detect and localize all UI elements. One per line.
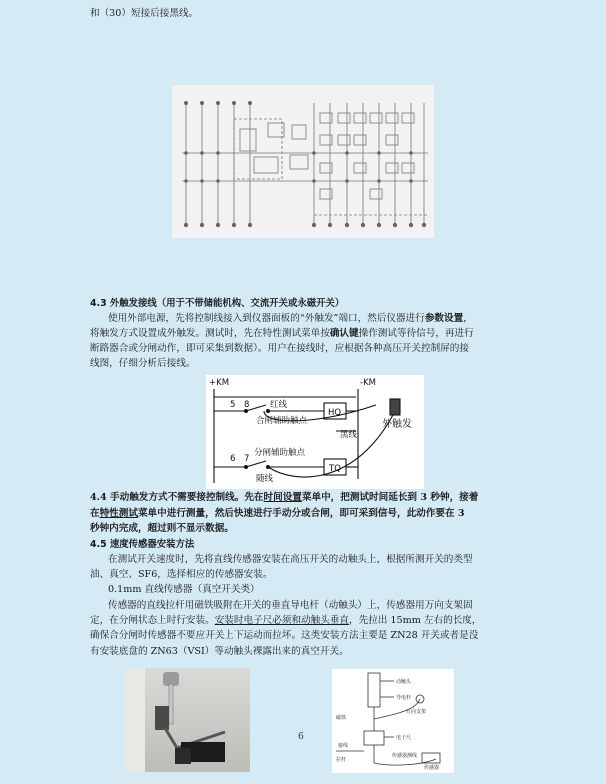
section-4-5-paragraph-line: 传感器的直线拉杆用磁铁吸附在开关的垂直导电杆（动触头）上，传感器用万向支架固 xyxy=(108,600,473,611)
plus-km-label: +KM xyxy=(209,378,230,388)
sensor-label-sensor: 传感器 xyxy=(424,765,440,771)
sensor-label-wiring: 接线 xyxy=(338,743,349,749)
section-4-5-paragraph-line: 确保合分闸时传感器不要应开关上下运动而拉坏。这类安装方法主要是 ZN28 开关或者是没 xyxy=(90,630,479,641)
top-text-line: 和（30）短接后接黑线。 xyxy=(90,8,199,19)
terminal-6-label: 6 xyxy=(230,454,236,464)
section-4-5-heading: 4.5 速度传感器安装方法 xyxy=(90,539,195,550)
sensor-label-ruler: 电子尺 xyxy=(396,735,412,741)
green-wire-label: 随线 xyxy=(256,474,274,484)
page-number: 6 xyxy=(298,732,304,742)
sensor-label-cable: 传感器测线 xyxy=(392,753,418,759)
sensor-schematic-diagram xyxy=(332,669,454,773)
section-4-5-paragraph-line: 有安装底盘的 ZN63（VSI）等动触头裸露出来的真空开关。 xyxy=(90,646,349,657)
terminal-5-label: 5 xyxy=(230,400,236,410)
black-wire-label: 黑线 xyxy=(340,430,358,440)
section-4-3-paragraph-line: 断路器合或分闸动作，即可采集到数据）。用户在接线时，应根据各种高压开关控制屏的接 xyxy=(90,343,469,354)
sensor-label-bracket: 万向支架 xyxy=(406,709,427,715)
sensor-label-moving-contact: 动触头 xyxy=(396,679,412,685)
section-4-5-paragraph-line: 油、真空、SF6，选择相应的传感器安装。 xyxy=(90,569,273,580)
external-trigger-circuit xyxy=(206,375,424,489)
section-4-3-paragraph-line: 将触发方式设置成外触发。测试时，先在特性测试菜单按确认键操作测试等待信号，再进行 xyxy=(90,328,474,339)
sensor-label-rod: 拉杆 xyxy=(336,757,347,763)
red-wire-label: 红线 xyxy=(270,400,288,410)
hq-coil-label: HQ xyxy=(328,408,342,418)
sensor-label-magnet: 磁铁 xyxy=(336,715,347,721)
sensor-installation-photo xyxy=(125,668,250,772)
section-4-4-line: 秒钟内完成，超过则不显示数据。 xyxy=(90,523,234,534)
open-aux-contact-label: 分闸辅助触点 xyxy=(254,448,306,458)
minus-km-label: -KM xyxy=(360,378,376,388)
tq-coil-label: TQ xyxy=(329,464,341,474)
section-4-5-paragraph-line: 定，在分闸状态上时行安装。安装时电子尺必须和动触头垂直，先拉出 15mm 左右的长度， xyxy=(90,615,482,626)
section-4-3-paragraph-line: 使用外部电源，先将控制线接入到仪器面板的“外触发”端口，然后仪器进行参数设置， xyxy=(108,313,473,324)
section-4-4-line: 4.4 手动触发方式不需要接控制线。先在时间设置菜单中，把测试时间延长到 3 秒钟，接着 xyxy=(90,492,479,503)
section-4-3-paragraph-line: 线图，仔细分析后接线。 xyxy=(90,358,196,369)
section-4-5-subheading: 0.1mm 直线传感器（真空开关类） xyxy=(108,584,260,595)
external-trigger-label: 外触发 xyxy=(382,419,412,430)
section-4-4-line: 在特性测试菜单中进行测量，然后快速进行手动分或合闸，即可采到信号，此动作要在 3 xyxy=(90,508,465,519)
section-4-3-heading: 4.3 外触发接线（用于不带储能机构、交流开关或永磁开关） xyxy=(90,298,345,309)
terminal-7-label: 7 xyxy=(244,454,250,464)
wiring-diagram-figure xyxy=(172,85,434,238)
sensor-label-conductor: 导电杆 xyxy=(396,695,412,701)
terminal-8-label: 8 xyxy=(244,400,250,410)
section-4-5-paragraph-line: 在测试开关速度时，先将直线传感器安装在高压开关的动触头上，根据所测开关的类型 xyxy=(108,554,473,565)
close-aux-contact-label: 合闸辅助触点 xyxy=(256,416,308,426)
